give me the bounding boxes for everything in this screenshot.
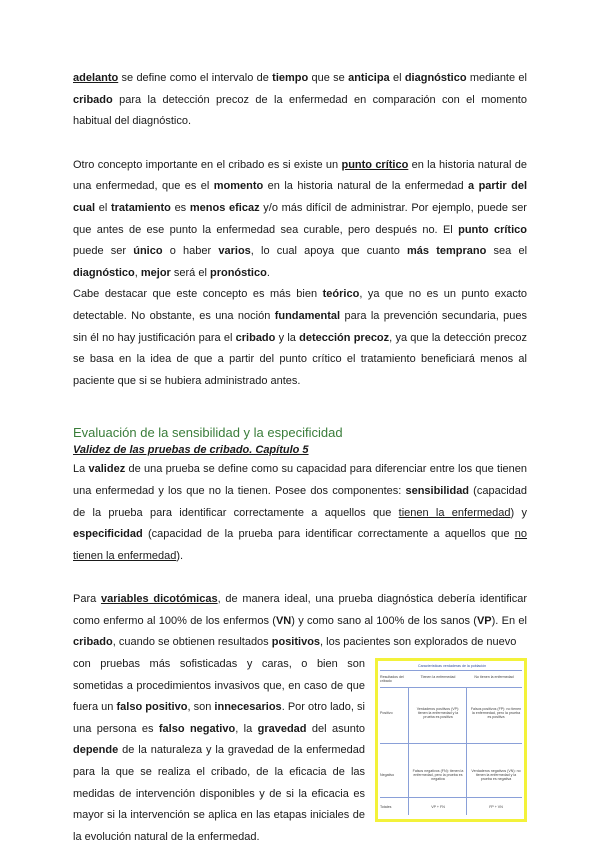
text-segment: gravedad bbox=[257, 722, 307, 735]
text-segment: único bbox=[133, 245, 163, 258]
section-title: Evaluación de la sensibilidad y la especificidad bbox=[73, 425, 343, 441]
text-segment: depende bbox=[73, 744, 119, 757]
text-segment: cribado bbox=[73, 93, 113, 106]
text-segment: falso positivo bbox=[116, 701, 188, 714]
paragraph-validez: La validez de una prueba se define como su capacidad para diferenciar entre los que tienen una enfermedad y los que no la tienen. Posee dos componentes: sensibilidad (capacidad de la prueba para identificar correctamente a aquellos que tienen la enfermedad) y especificidad (capacidad de la prueba para identificar correctamente a aquellos que no tienen la enfermedad). bbox=[73, 463, 527, 562]
text-segment: a partir del cual bbox=[73, 180, 528, 214]
subsection-title: Validez de las pruebas de cribado. Capítulo 5 bbox=[73, 444, 309, 457]
paragraph-dicotomicas: Para variables dicotómicas, de manera ideal, una prueba diagnóstica debería identificar como enfermo al 100% de los enfermos (VN) y como sano al 100% de los sanos (VP). En el cribado, cuando se obtienen resultados positivos, los pacientes son explorados de nuevo bbox=[73, 593, 527, 649]
text-segment: no tienen la enfermedad bbox=[73, 528, 527, 562]
paragraph-adelanto: adelanto se define como el intervalo de tiempo que se anticipa el diagnóstico mediante el cribado para la detección precoz de la enfermedad en comparación con el momento habitual del diagnóstico. bbox=[73, 72, 527, 128]
text-segment: fundamental bbox=[274, 309, 341, 322]
text-segment: anticipa bbox=[348, 72, 390, 84]
table-cell-tp: Verdaderos positivos (VP): tienen la enfermedad y la prueba es positiva bbox=[416, 707, 460, 720]
paragraph-falsos: con pruebas más sofisticadas y caras, o bien son sometidas a procedimientos invasivos que, en caso de que fuera un falso positivo, son innecesarios. Por otro lado, si una persona es falso negativo, la gravedad del asunto depende de la naturaleza y la gravedad de la enfermedad para la que se realiza el cribado, de la eficacia de las medidas de intervención disponibles y de si la eficacia es mayor si la intervención se aplica en las etapas iniciales de la evolución natural de la enfermedad. bbox=[73, 658, 365, 843]
wrapped-section bbox=[73, 654, 527, 848]
text-segment: diagnóstico bbox=[404, 72, 467, 84]
table-cell-tn: Verdaderos negativos (VN): no tienen la enfermedad y la prueba es negativa bbox=[471, 769, 521, 782]
table-header: Características verdaderas de la población bbox=[418, 664, 487, 669]
text-segment: innecesarios bbox=[214, 701, 282, 714]
document-page bbox=[73, 68, 527, 848]
text-segment: variables dicotómicas bbox=[100, 593, 218, 606]
text-segment: falso negativo bbox=[158, 722, 236, 735]
table-cell-fp: Falsos positivos (FP): no tienen la enfermedad, pero la prueba es positiva bbox=[470, 707, 522, 720]
table-total2: FP + VN bbox=[489, 805, 503, 810]
text-segment: más temprano bbox=[407, 245, 487, 258]
text-segment: sensibilidad bbox=[405, 484, 470, 497]
text-segment: punto crítico bbox=[458, 223, 527, 236]
text-segment: menos eficaz bbox=[189, 201, 260, 214]
text-segment: tratamiento bbox=[110, 201, 171, 214]
paragraph-punto-critico: Otro concepto importante en el cribado es si existe un punto crítico en la historia natural de una enfermedad, que es el momento en la historia natural de la enfermedad a partir del cual el tratamiento es menos eficaz y/o más difícil de administrar. Por ejemplo, puede ser que antes de ese punto la enfermedad sea curable, pero después no. El punto crítico puede ser único o haber varios, lo cual apoya que cuanto más temprano sea el diagnóstico, mejor será el pronóstico. bbox=[73, 158, 528, 279]
text-segment: diagnóstico bbox=[73, 266, 135, 279]
text-segment: positivos bbox=[271, 636, 321, 649]
text-segment: cribado bbox=[235, 331, 276, 344]
table-total1: VP + FN bbox=[431, 805, 445, 810]
table-row1-label: Positivo bbox=[380, 711, 393, 716]
table-col0: Resultados del cribado bbox=[380, 675, 404, 684]
text-segment: varios bbox=[218, 245, 251, 258]
text-segment: punto crítico bbox=[341, 158, 409, 171]
text-segment: tiempo bbox=[272, 72, 309, 84]
text-segment: teórico bbox=[322, 288, 360, 301]
table-total-label: Totales bbox=[380, 805, 392, 810]
table-row2-label: Negativo bbox=[380, 773, 395, 778]
validity-table-figure bbox=[375, 658, 527, 822]
table-col1: Tienen la enfermedad bbox=[420, 675, 456, 680]
text-segment: especificidad bbox=[73, 528, 143, 541]
paragraph-teorico: Cabe destacar que este concepto es más bien teórico, ya que no es un punto exacto detectable. No obstante, es una noción fundamental para la prevención secundaria, pues sin él no hay justificación para el cribado y la detección precoz, ya que la detección precoz se basa en la idea de que a partir del punto crítico el tratamiento beneficiará menos al paciente que si se hubiera administrado antes. bbox=[73, 288, 528, 387]
table-col2: No tienen la enfermedad bbox=[474, 675, 514, 680]
text-segment: adelanto bbox=[73, 72, 119, 84]
text-segment: VN bbox=[275, 614, 292, 627]
text-segment: detección precoz bbox=[299, 331, 390, 344]
text-segment: momento bbox=[213, 180, 264, 193]
text-segment: mejor bbox=[140, 266, 171, 279]
text-segment: tienen la enfermedad bbox=[398, 506, 511, 519]
text-segment: VP bbox=[476, 614, 492, 627]
text-segment: validez bbox=[88, 463, 126, 476]
table-cell-fn: Falsos negativos (FN): tienen la enfermedad, pero la prueba es negativa bbox=[412, 769, 464, 782]
text-segment: pronóstico bbox=[209, 266, 267, 279]
text-segment: cribado bbox=[73, 636, 113, 649]
